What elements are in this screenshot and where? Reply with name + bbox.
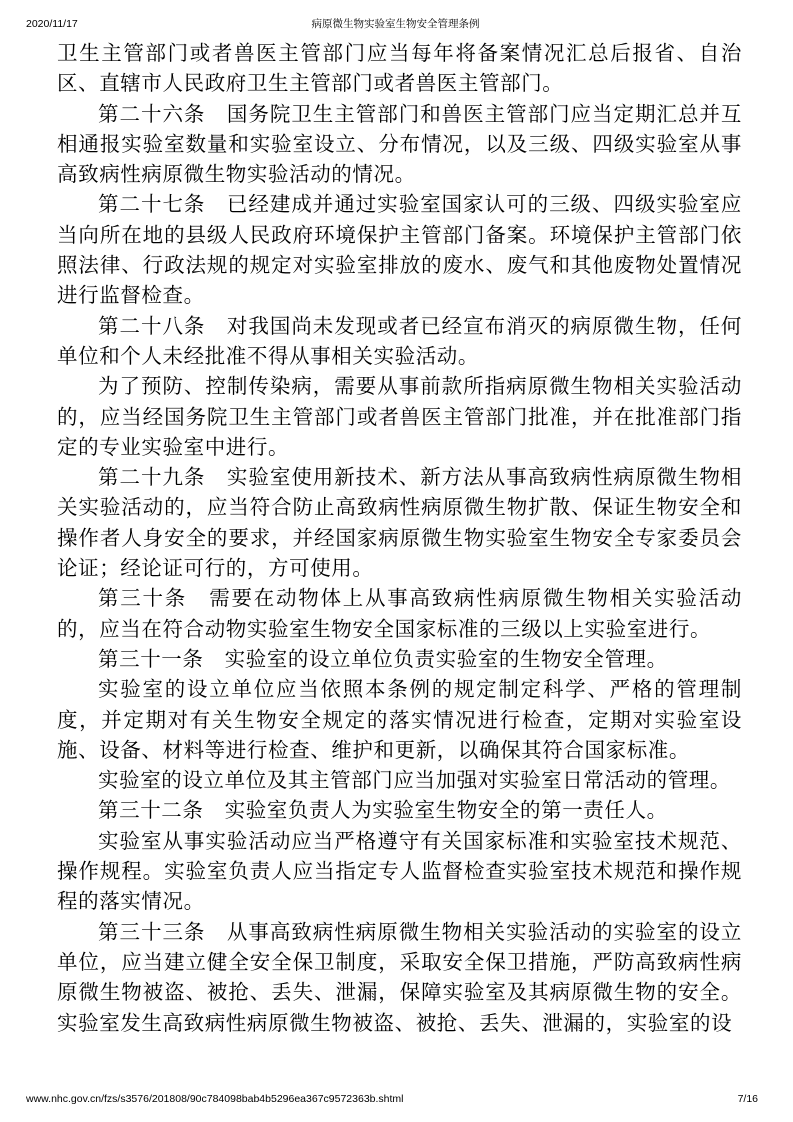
print-date: 2020/11/17 bbox=[26, 18, 78, 30]
article-29: 第二十九条 实验室使用新技术、新方法从事高致病性病原微生物相关实验活动的，应当符合防止高致病性病原微生物扩散、保证生物安全和操作者人身安全的要求，并经国家病原微生物实验室生物安全专家委员会论证；经论证可行的，方可使用。 bbox=[57, 465, 742, 581]
article-33: 第三十三条 从事高致病性病原微生物相关实验活动的实验室的设立单位，应当建立健全安全保卫制度，采取安全保卫措施，严防高致病性病原微生物被盗、被抢、丢失、泄漏，保障实验室及其病原微生物的安全。实验室发生高致病性病原微生物被盗、被抢、丢失、泄漏的，实验室的设 bbox=[57, 919, 742, 1035]
article-28: 第二十八条 对我国尚未发现或者已经宣布消灭的病原微生物，任何单位和个人未经批准不得从事相关实验活动。 bbox=[57, 313, 742, 368]
source-url: www.nhc.gov.cn/fzs/s3576/201808/90c784098bab4b5296ea367c9572363b.shtml bbox=[26, 1093, 404, 1105]
print-footer bbox=[26, 1091, 758, 1107]
page-number: 7/16 bbox=[737, 1093, 758, 1105]
article-26: 第二十六条 国务院卫生主管部门和兽医主管部门应当定期汇总并互相通报实验室数量和实验室设立、分布情况，以及三级、四级实验室从事高致病性病原微生物实验活动的情况。 bbox=[57, 101, 742, 187]
article-31-clause-2: 实验室的设立单位应当依照本条例的规定制定科学、严格的管理制度，并定期对有关生物安全规定的落实情况进行检查，定期对实验室设施、设备、材料等进行检查、维护和更新，以确保其符合国家标准。 bbox=[57, 677, 742, 762]
article-30: 第三十条 需要在动物体上从事高致病性病原微生物相关实验活动的，应当在符合动物实验室生物安全国家标准的三级以上实验室进行。 bbox=[57, 586, 742, 641]
paragraph-continued: 卫生主管部门或者兽医主管部门应当每年将备案情况汇总后报省、自治区、直辖市人民政府卫生主管部门或者兽医主管部门。 bbox=[57, 41, 742, 96]
article-32: 第三十二条 实验室负责人为实验室生物安全的第一责任人。 bbox=[98, 798, 668, 823]
print-header bbox=[26, 16, 765, 32]
article-31-clause-3: 实验室的设立单位及其主管部门应当加强对实验室日常活动的管理。 bbox=[98, 768, 731, 793]
document-body bbox=[57, 38, 742, 1038]
article-31: 第三十一条 实验室的设立单位负责实验室的生物安全管理。 bbox=[98, 646, 668, 671]
article-28-clause-2: 为了预防、控制传染病，需要从事前款所指病原微生物相关实验活动的，应当经国务院卫生主管部门或者兽医主管部门批准，并在批准部门指定的专业实验室中进行。 bbox=[57, 374, 742, 459]
article-32-clause-2: 实验室从事实验活动应当严格遵守有关国家标准和实验室技术规范、操作规程。实验室负责人应当指定专人监督检查实验室技术规范和操作规程的落实情况。 bbox=[57, 828, 742, 914]
document-title: 病原微生物实验室生物安全管理条例 bbox=[311, 18, 480, 30]
article-27: 第二十七条 已经建成并通过实验室国家认可的三级、四级实验室应当向所在地的县级人民政府环境保护主管部门备案。环境保护主管部门依照法律、行政法规的规定对实验室排放的废水、废气和其他废物处置情况进行监督检查。 bbox=[57, 192, 742, 308]
